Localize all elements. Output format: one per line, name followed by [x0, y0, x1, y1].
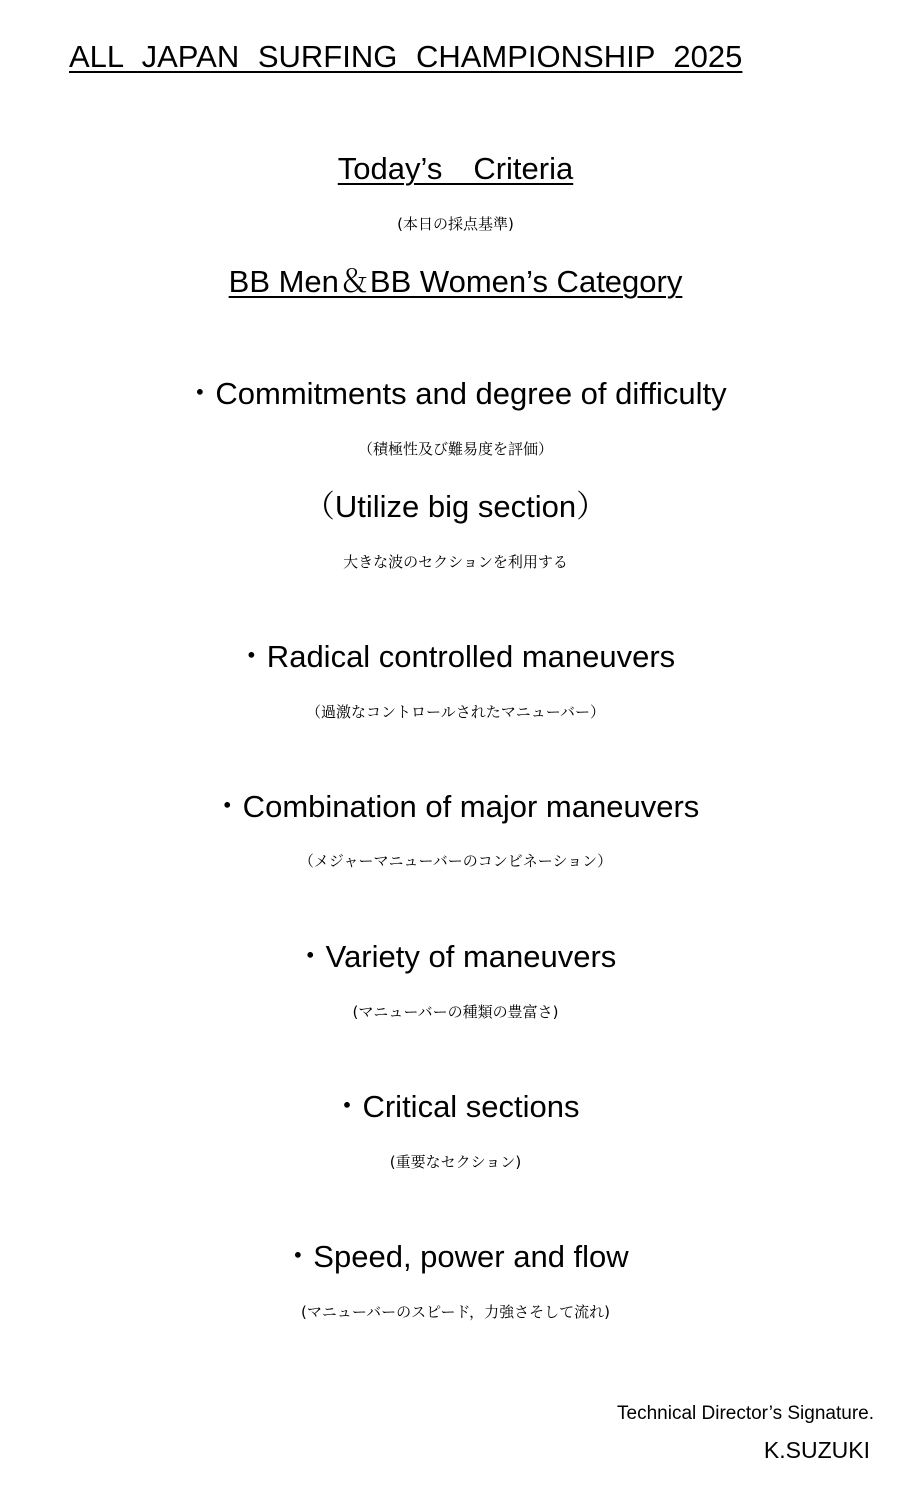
- criterion-item: ・Critical sections: [331, 1089, 580, 1124]
- criterion-item: ・Speed, power and flow: [282, 1239, 629, 1274]
- criterion-item-jp: （積極性及び難易度を評価）: [357, 440, 553, 458]
- criterion-item: ・Commitments and degree of difficulty: [184, 376, 727, 411]
- signature-name: K.SUZUKI: [763, 1437, 870, 1463]
- document-title: ALL JAPAN SURFING CHAMPIONSHIP 2025: [69, 39, 743, 74]
- criterion-item: ・Radical controlled maneuvers: [235, 639, 676, 674]
- criterion-item-jp: （過激なコントロールされたマニューバー）: [306, 703, 605, 721]
- criterion-item-jp: （メジャーマニューバーのコンビネーション）: [298, 852, 613, 870]
- criterion-item-jp: (マニューバーのスピード，力強さそして流れ): [300, 1303, 610, 1321]
- criterion-item-jp: (重要なセクション): [389, 1153, 522, 1171]
- criterion-item-jp: 大きな波のセクションを利用する: [343, 553, 568, 571]
- criterion-item: ・Variety of maneuvers: [294, 939, 617, 974]
- category-heading: BB Men＆BB Women’s Category: [228, 264, 683, 299]
- criterion-item: （Utilize big section）: [303, 489, 608, 524]
- criterion-item-jp: (マニューバーの種類の豊富さ): [352, 1003, 559, 1021]
- criterion-item: ・Combination of major maneuvers: [211, 789, 700, 824]
- signature-label: Technical Director’s Signature.: [617, 1403, 874, 1424]
- criteria-heading-jp: (本日の採点基準): [397, 215, 514, 233]
- criteria-heading: Today’s Criteria: [337, 151, 574, 186]
